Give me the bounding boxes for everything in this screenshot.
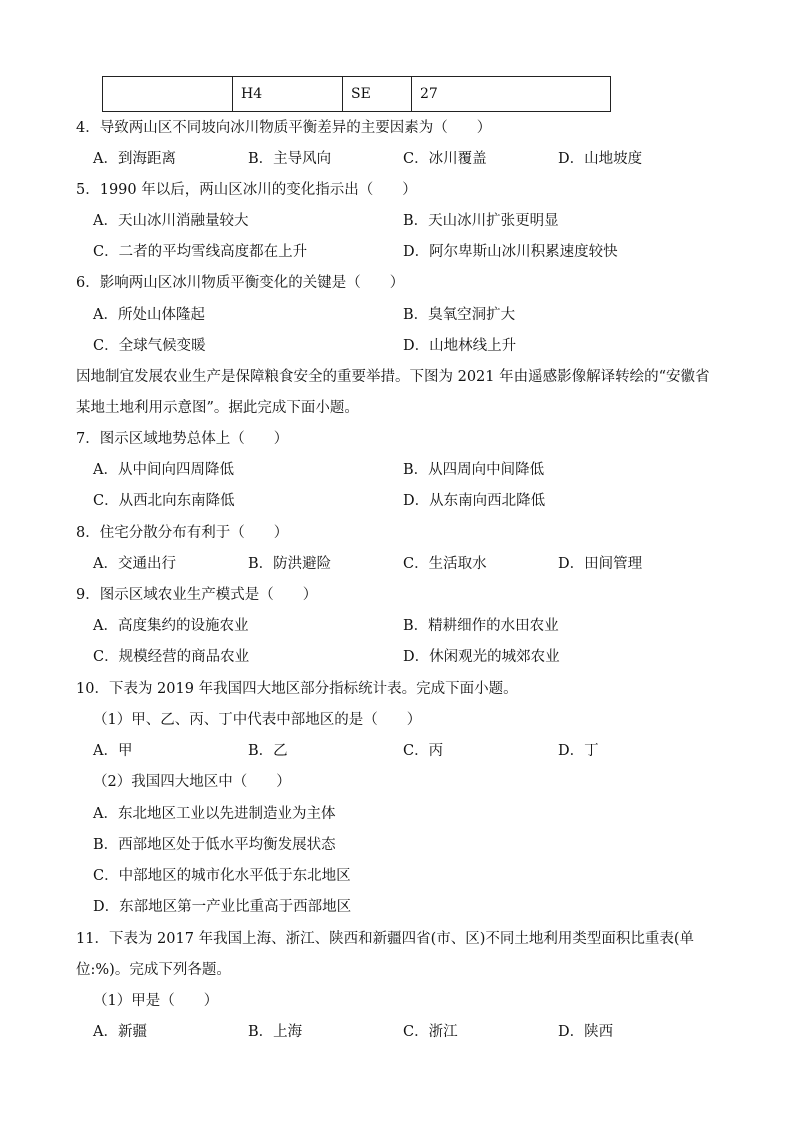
question-11-sub-1: （1）甲是（ ）: [93, 993, 219, 1009]
table-cell: SE: [343, 77, 412, 112]
q7-option-d: D．从东南向西北降低: [403, 493, 546, 509]
q8-option-c: C．生活取水: [403, 556, 487, 572]
q6-option-c: C．全球气候变暖: [93, 338, 206, 354]
q6-option-b: B．臭氧空洞扩大: [403, 307, 516, 323]
q4-option-c: C．冰川覆盖: [403, 151, 487, 167]
q10-2-option-c: C．中部地区的城市化水平低于东北地区: [93, 868, 351, 884]
question-6-stem: 6．影响两山区冰川物质平衡变化的关键是（ ）: [76, 275, 405, 291]
q8-option-a: A．交通出行: [93, 556, 176, 572]
q10-2-option-a: A．东北地区工业以先进制造业为主体: [93, 806, 336, 822]
q10-1-option-d: D．丁: [558, 743, 599, 759]
table-row: [103, 77, 611, 112]
q10-2-option-d: D．东部地区第一产业比重高于西部地区: [93, 899, 352, 915]
q11-1-option-a: A．新疆: [93, 1024, 147, 1040]
q11-1-option-d: D．陕西: [558, 1024, 614, 1040]
q7-option-a: A．从中间向四周降低: [93, 462, 234, 478]
q5-option-a: A．天山冰川消融量较大: [93, 213, 249, 229]
table-cell: 27: [412, 77, 611, 112]
question-10-stem: 10．下表为 2019 年我国四大地区部分指标统计表。完成下面小题。: [76, 681, 518, 697]
question-10-sub-2: （2）我国四大地区中（ ）: [93, 774, 291, 790]
table-cell: [103, 77, 233, 112]
q9-option-a: A．高度集约的设施农业: [93, 618, 249, 634]
q4-option-a: A．到海距离: [93, 151, 176, 167]
q6-option-d: D．山地林线上升: [403, 338, 517, 354]
question-10-sub-1: （1）甲、乙、丙、丁中代表中部地区的是（ ）: [93, 712, 422, 728]
question-5-stem: 5．1990 年以后，两山区冰川的变化指示出（ ）: [76, 182, 417, 198]
question-11-stem-line-2: 位:%)。完成下列各题。: [76, 962, 231, 978]
q8-option-d: D．田间管理: [558, 556, 643, 572]
q7-option-c: C．从西北向东南降低: [93, 493, 235, 509]
q6-option-a: A．所处山体隆起: [93, 307, 205, 323]
q8-option-b: B．防洪避险: [248, 556, 332, 572]
q4-option-d: D．山地坡度: [558, 151, 643, 167]
q5-option-c: C．二者的平均雪线高度都在上升: [93, 244, 308, 260]
q5-option-d: D．阿尔卑斯山冰川积累速度较快: [403, 244, 618, 260]
question-4-stem: 4．导致两山区不同坡向冰川物质平衡差异的主要因素为（ ）: [76, 120, 492, 136]
q10-2-option-b: B．西部地区处于低水平均衡发展状态: [93, 837, 336, 853]
q10-1-option-a: A．甲: [93, 743, 133, 759]
question-9-stem: 9．图示区域农业生产模式是（ ）: [76, 587, 318, 603]
q9-option-c: C．规模经营的商品农业: [93, 649, 250, 665]
q10-1-option-b: B．乙: [248, 743, 288, 759]
q4-option-b: B．主导风向: [248, 151, 332, 167]
q7-option-b: B．从四周向中间降低: [403, 462, 545, 478]
passage-intro-line-1: 因地制宜发展农业生产是保障粮食安全的重要举措。下图为 2021 年由遥感影像解译转绘的“安徽省: [76, 369, 710, 385]
question-11-stem-line-1: 11．下表为 2017 年我国上海、浙江、陕西和新疆四省(市、区)不同土地利用类型面积比重表(单: [76, 931, 695, 947]
q5-option-b: B．天山冰川扩张更明显: [403, 213, 559, 229]
question-8-stem: 8．住宅分散分布有利于（ ）: [76, 525, 289, 541]
q9-option-b: B．精耕细作的水田农业: [403, 618, 559, 634]
table-cell: H4: [233, 77, 343, 112]
q11-1-option-b: B．上海: [248, 1024, 303, 1040]
question-7-stem: 7．图示区域地势总体上（ ）: [76, 431, 289, 447]
q10-1-option-c: C．丙: [403, 743, 444, 759]
q11-1-option-c: C．浙江: [403, 1024, 458, 1040]
data-table-fragment: [102, 76, 611, 112]
q9-option-d: D．休闲观光的城郊农业: [403, 649, 560, 665]
passage-intro-line-2: 某地土地利用示意图”。据此完成下面小题。: [76, 400, 359, 416]
